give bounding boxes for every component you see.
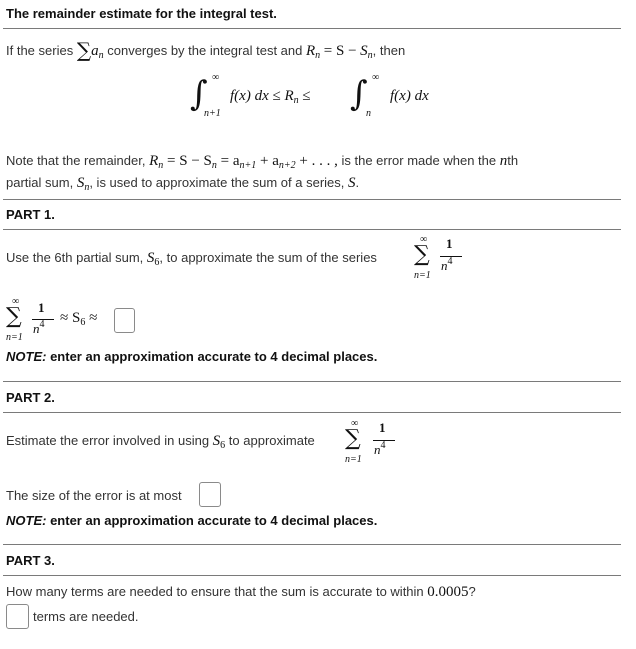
intro-rn: $R_n$ bbox=[305, 43, 321, 61]
part2-heading-divider bbox=[3, 412, 621, 413]
sum-upper: ∞ bbox=[351, 418, 359, 429]
part2-answer-input[interactable] bbox=[199, 482, 221, 507]
part2-top-divider bbox=[3, 381, 621, 382]
right-upper-limit: ∞ bbox=[372, 72, 380, 83]
part2-note: NOTE: enter an approximation accurate to 4 decimal places. bbox=[6, 513, 378, 528]
part1-heading-divider bbox=[3, 229, 621, 230]
intro-suffix: , then bbox=[372, 43, 406, 58]
sigma-symbol: ∑ bbox=[6, 304, 22, 329]
part1-answer-input[interactable] bbox=[114, 308, 135, 333]
sum-lower: n=1 bbox=[345, 454, 362, 465]
right-integrand: f(x) dx bbox=[390, 88, 429, 104]
note-line-2: partial sum, $S_n$, is used to approximate the sum of a series, S. bbox=[6, 175, 360, 193]
intro-eq: = S − bbox=[323, 43, 357, 59]
part1-note: NOTE: enter an approximation accurate to 4 decimal places. bbox=[6, 349, 378, 364]
right-lower-limit: n bbox=[366, 108, 371, 119]
right-integral-sign: ∫ bbox=[350, 74, 368, 114]
intro-line bbox=[6, 38, 405, 62]
denominator: $n^4$ bbox=[441, 256, 453, 273]
sigma-symbol: ∑ bbox=[345, 426, 361, 451]
left-integrand: f(x) dx ≤ $R_n$ ≤ bbox=[230, 88, 311, 106]
intro-middle: converges by the integral test and bbox=[107, 43, 303, 58]
part2-question: Estimate the error involved in using $S_6$ to approximate bbox=[6, 433, 315, 451]
part1-top-divider bbox=[3, 199, 621, 200]
part2-question-series bbox=[343, 418, 403, 468]
left-lower-limit: n+1 bbox=[204, 108, 221, 119]
left-integral-sign: ∫ bbox=[190, 74, 208, 114]
denominator: $n^4$ bbox=[33, 319, 45, 336]
left-upper-limit: ∞ bbox=[212, 72, 220, 83]
sum-upper: ∞ bbox=[12, 296, 20, 307]
sum-upper: ∞ bbox=[420, 234, 428, 245]
numerator: 1 bbox=[38, 300, 45, 315]
denominator: $n^4$ bbox=[374, 440, 386, 457]
numerator: 1 bbox=[446, 236, 453, 251]
approx-s6: ≈ $S_6$ ≈ bbox=[60, 310, 98, 328]
intro-sn: $S_n$ bbox=[360, 43, 373, 61]
part2-heading: PART 2. bbox=[6, 390, 55, 405]
series-term: $a_n$ bbox=[91, 43, 104, 61]
intro-prefix: If the series bbox=[6, 43, 74, 58]
part3-top-divider bbox=[3, 544, 621, 545]
part3-heading: PART 3. bbox=[6, 553, 55, 568]
title-divider bbox=[3, 28, 621, 29]
part3-question: How many terms are needed to ensure that the sum is accurate to within 0.0005? bbox=[6, 584, 476, 600]
part3-heading-divider bbox=[3, 575, 621, 576]
part1-question-series bbox=[412, 234, 472, 284]
part1-question: Use the 6th partial sum, $S_6$, to approximate the sum of the series bbox=[6, 250, 377, 268]
integral-inequality bbox=[190, 70, 450, 130]
part2-error-label: The size of the error is at most bbox=[6, 488, 182, 503]
sum-lower: n=1 bbox=[6, 332, 23, 343]
part1-answer-row bbox=[6, 296, 206, 344]
note-line-1: Note that the remainder, $R_n = S - S_n = a_{n+1} + a_{n+2}$ + . . . , is the error made when the nth bbox=[6, 153, 519, 171]
sum-lower: n=1 bbox=[414, 270, 431, 281]
sigma-symbol: ∑ bbox=[76, 38, 92, 62]
part3-answer-input[interactable] bbox=[6, 604, 29, 629]
part1-heading: PART 1. bbox=[6, 207, 55, 222]
page-title: The remainder estimate for the integral test. bbox=[6, 6, 277, 21]
sigma-symbol: ∑ bbox=[414, 242, 430, 267]
part3-answer-suffix: terms are needed. bbox=[33, 609, 139, 624]
numerator: 1 bbox=[379, 420, 386, 435]
